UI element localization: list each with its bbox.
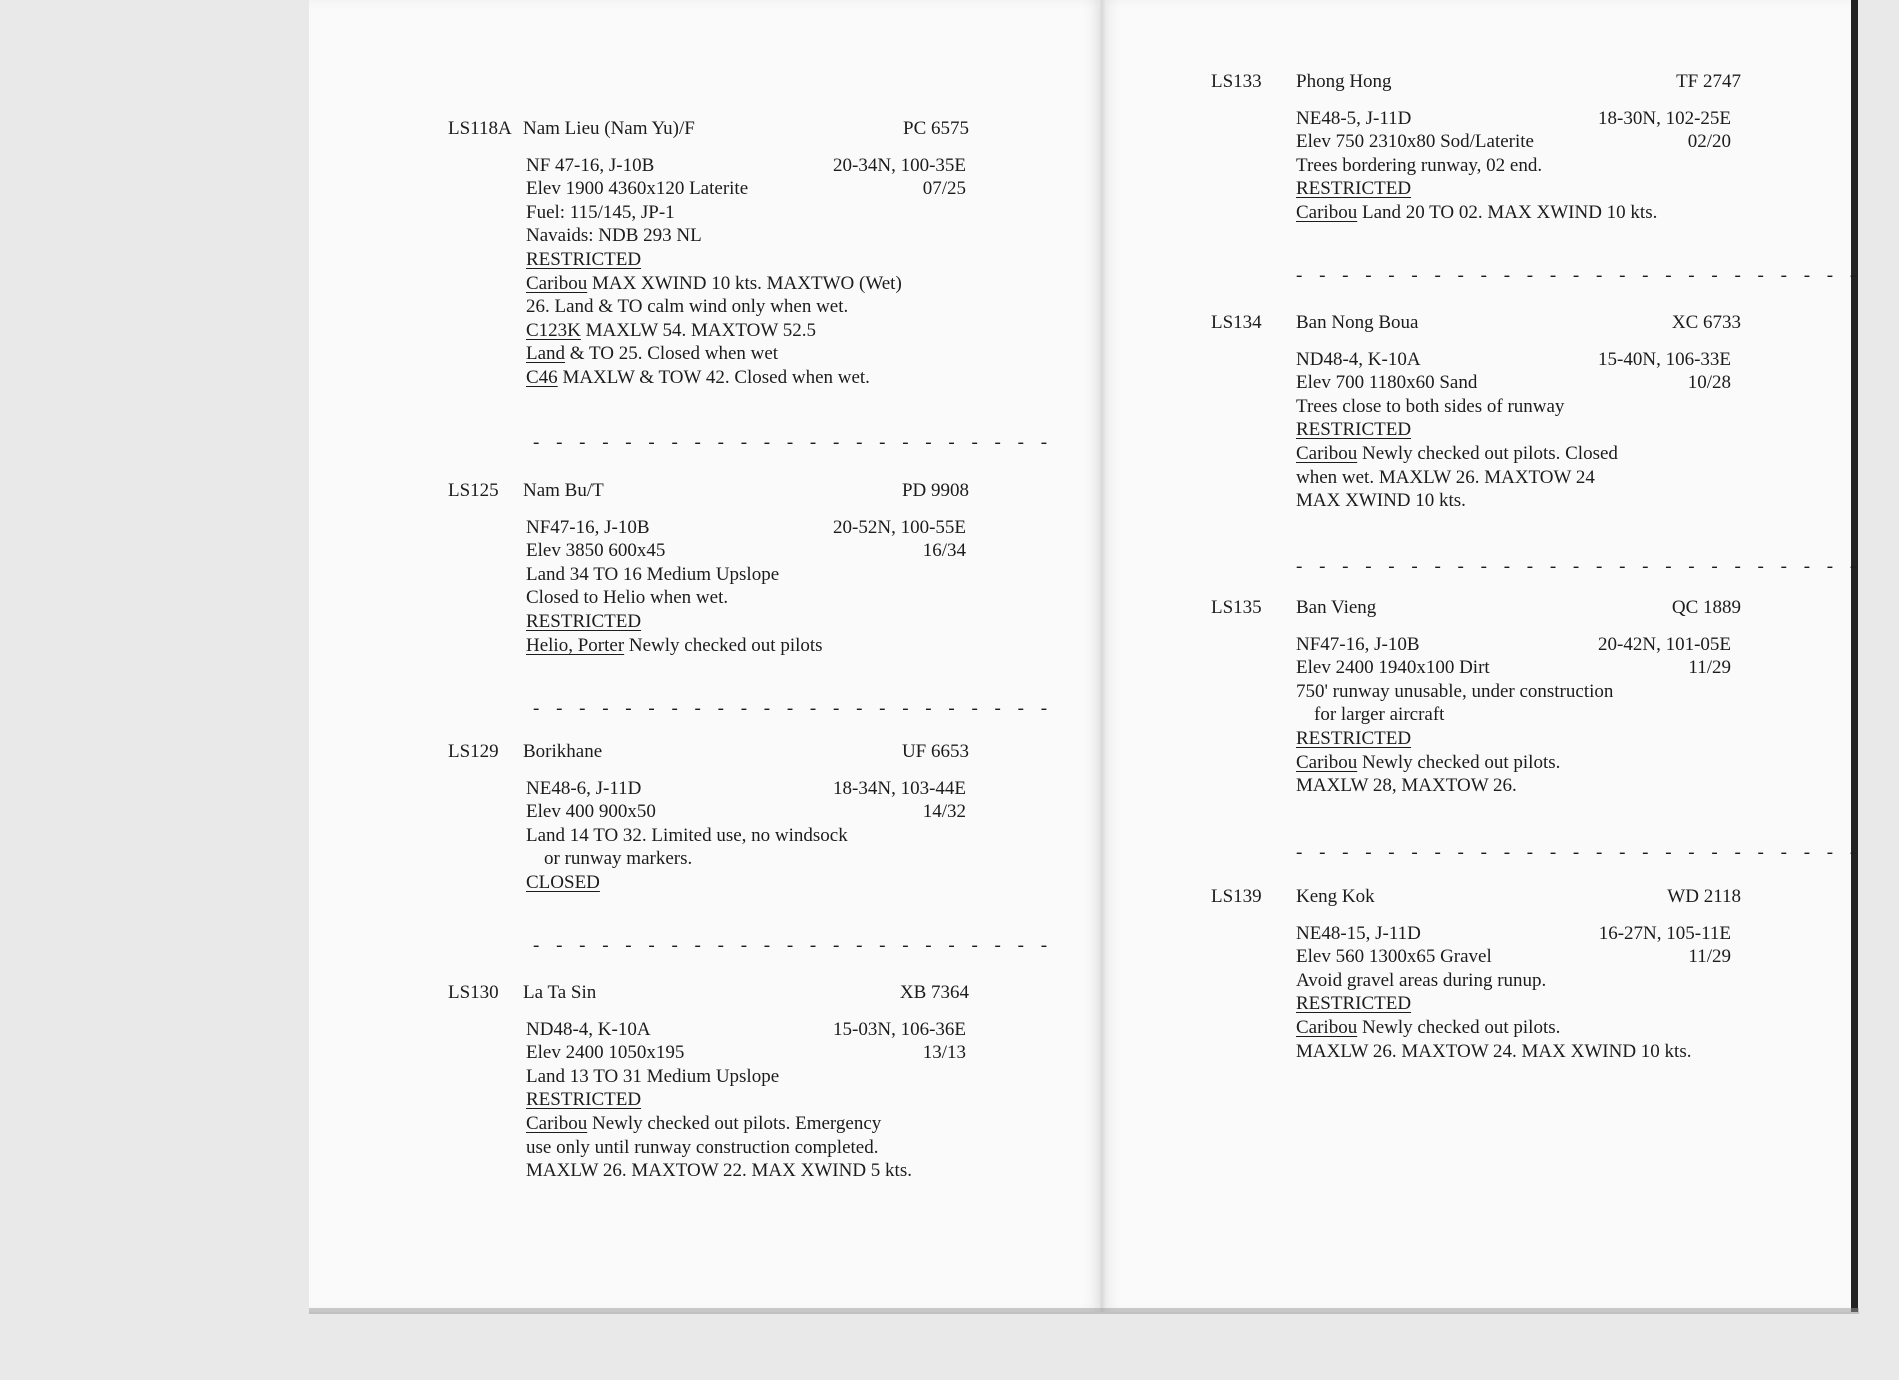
elevation-runway-surface: Elev 1900 4360x120 Laterite <box>526 178 749 200</box>
remark-line <box>526 1088 966 1112</box>
elevation-row <box>526 1041 966 1065</box>
underlined-label: RESTRICTED <box>1296 727 1412 749</box>
airstrip-entry-ls125 <box>448 479 969 668</box>
elevation-runway-surface: Elev 560 1300x65 Gravel <box>1296 946 1492 968</box>
airstrip-entry-ls139 <box>1211 885 1741 1074</box>
coordinates: 20-42N, 101-05E <box>1598 633 1731 655</box>
map-row <box>526 154 966 178</box>
remark-line <box>526 586 966 610</box>
airstrip-entry-ls135 <box>1211 596 1741 808</box>
remark-line <box>526 563 966 587</box>
map-sheet: ND48-4, K-10A <box>526 1018 651 1040</box>
grid-reference: XC 6733 <box>1671 312 1741 333</box>
site-id: LS133 <box>1211 71 1262 92</box>
entry-body <box>1296 922 1731 1064</box>
remark-line <box>526 1159 966 1183</box>
coordinates: 16-27N, 105-11E <box>1598 922 1731 944</box>
site-name: La Ta Sin <box>523 982 597 1003</box>
entry-header <box>1211 70 1741 94</box>
remark-line <box>526 295 966 319</box>
entry-body <box>526 516 966 658</box>
coordinates: 15-03N, 106-36E <box>833 1018 966 1040</box>
coordinates: 20-34N, 100-35E <box>833 154 966 176</box>
elevation-runway-surface: Elev 700 1180x60 Sand <box>1296 372 1478 394</box>
remark-text: & TO 25. Closed when wet <box>565 343 779 365</box>
coordinates: 15-40N, 106-33E <box>1598 348 1731 370</box>
page-edge <box>1851 0 1858 1312</box>
runway-heading: 10/28 <box>1687 372 1731 394</box>
underlined-label: C46 <box>526 366 558 388</box>
grid-reference: PD 9908 <box>901 480 969 501</box>
remark-line <box>526 847 966 871</box>
remark-text: Closed to Helio when wet. <box>526 587 729 609</box>
underlined-label: Caribou <box>526 1112 588 1134</box>
elevation-runway-surface: Elev 2400 1940x100 Dirt <box>1296 657 1490 679</box>
elevation-row <box>1296 371 1731 395</box>
map-sheet: NF47-16, J-10B <box>526 516 650 538</box>
remark-line <box>1296 969 1731 993</box>
remark-line <box>526 366 966 390</box>
remark-line <box>526 224 966 248</box>
map-row <box>526 1018 966 1042</box>
site-id: LS130 <box>448 982 499 1003</box>
remark-text: 750' runway unusable, under construction <box>1296 680 1614 702</box>
elevation-runway-surface: Elev 3850 600x45 <box>526 540 666 562</box>
remark-line <box>1296 1040 1731 1064</box>
runway-heading: 11/29 <box>1688 657 1731 679</box>
remark-text: MAXLW 28, MAXTOW 26. <box>1296 775 1517 797</box>
site-name: Nam Bu/T <box>523 480 604 501</box>
map-row <box>1296 348 1731 372</box>
site-id: LS135 <box>1211 597 1262 618</box>
site-id: LS129 <box>448 741 499 762</box>
remark-text: MAXLW 54. MAXTOW 52.5 <box>580 319 816 341</box>
remark-line <box>526 342 966 366</box>
grid-reference: PC 6575 <box>903 118 969 139</box>
runway-heading: 02/20 <box>1687 131 1731 153</box>
map-sheet: NF47-16, J-10B <box>1296 633 1420 655</box>
remark-text: MAX XWIND 10 kts. <box>1296 490 1466 512</box>
site-id: LS134 <box>1211 312 1262 333</box>
site-name: Ban Vieng <box>1296 597 1377 618</box>
underlined-label: RESTRICTED <box>526 248 642 270</box>
underlined-label: RESTRICTED <box>1296 419 1412 441</box>
remark-line <box>1296 992 1731 1016</box>
page-bottom-shadow <box>309 1308 1859 1314</box>
remark-text: Newly checked out pilots <box>624 634 823 656</box>
remark-line <box>526 871 966 895</box>
remark-text: when wet. MAXLW 26. MAXTOW 24 <box>1296 466 1595 488</box>
map-row <box>1296 107 1731 131</box>
entry-body <box>526 1018 966 1183</box>
underlined-label: C123K <box>526 319 581 341</box>
elevation-runway-surface: Elev 2400 1050x195 <box>526 1042 685 1064</box>
entry-body <box>1296 348 1731 513</box>
remark-text: use only until runway construction completed. <box>526 1136 879 1158</box>
remark-text: Navaids: NDB 293 NL <box>526 225 702 247</box>
runway-heading: 14/32 <box>922 801 966 823</box>
remark-text: Avoid gravel areas during runup. <box>1296 969 1547 991</box>
remark-text: MAXLW 26. MAXTOW 22. MAX XWIND 5 kts. <box>526 1160 912 1182</box>
elevation-runway-surface: Elev 400 900x50 <box>526 801 656 823</box>
underlined-label: Caribou <box>1296 442 1358 464</box>
underlined-label: RESTRICTED <box>1296 993 1412 1015</box>
coordinates: 18-34N, 103-44E <box>833 777 966 799</box>
site-name: Phong Hong <box>1296 71 1392 92</box>
remark-line <box>526 824 966 848</box>
map-row <box>526 777 966 801</box>
remark-line <box>1296 774 1731 798</box>
remark-line <box>1296 751 1731 775</box>
remark-text: MAX XWIND 10 kts. MAXTWO (Wet) <box>587 272 902 294</box>
remark-text: MAXLW & TOW 42. Closed when wet. <box>557 366 870 388</box>
elevation-row <box>526 539 966 563</box>
grid-reference: TF 2747 <box>1676 71 1741 92</box>
underlined-label: Helio, Porter <box>526 634 625 656</box>
entry-header <box>1211 311 1741 335</box>
remark-line <box>1296 154 1731 178</box>
entry-header <box>448 117 969 141</box>
book-gutter <box>1098 0 1106 1312</box>
remark-line <box>526 248 966 272</box>
grid-reference: WD 2118 <box>1667 886 1741 907</box>
runway-heading: 07/25 <box>922 178 966 200</box>
entry-separator: - - - - - - - - - - - - - - - - - - - - - - - - - <box>1296 842 1863 863</box>
remark-line <box>1296 489 1731 513</box>
remark-line <box>526 1136 966 1160</box>
remark-line <box>1296 680 1731 704</box>
remark-line <box>526 1065 966 1089</box>
remark-text: Land 13 TO 31 Medium Upslope <box>526 1065 780 1087</box>
remark-line <box>1296 201 1731 225</box>
remark-line <box>1296 395 1731 419</box>
runway-heading: 13/13 <box>922 1042 966 1064</box>
entry-separator: - - - - - - - - - - - - - - - - - - - - - - - - - <box>1296 556 1863 577</box>
remark-line <box>526 610 966 634</box>
coordinates: 18-30N, 102-25E <box>1598 107 1731 129</box>
map-row <box>1296 633 1731 657</box>
entry-separator: - - - - - - - - - - - - - - - - - - - - - - - <box>533 698 1054 719</box>
entry-body <box>526 154 966 390</box>
map-sheet: NE48-15, J-11D <box>1296 922 1421 944</box>
remark-line <box>526 634 966 658</box>
underlined-label: Land <box>526 343 566 365</box>
remark-text: for larger aircraft <box>1314 704 1445 726</box>
site-name: Borikhane <box>523 741 603 762</box>
underlined-label: Caribou <box>1296 751 1358 773</box>
remark-text: Trees close to both sides of runway <box>1296 395 1565 417</box>
remark-line <box>526 272 966 296</box>
remark-text: Land 34 TO 16 Medium Upslope <box>526 563 780 585</box>
entry-separator: - - - - - - - - - - - - - - - - - - - - - - - <box>533 432 1054 453</box>
elevation-row <box>1296 656 1731 680</box>
site-name: Ban Nong Boua <box>1296 312 1419 333</box>
grid-reference: UF 6653 <box>901 741 969 762</box>
map-sheet: ND48-4, K-10A <box>1296 348 1421 370</box>
entry-header <box>1211 885 1741 909</box>
map-sheet: NE48-6, J-11D <box>526 777 642 799</box>
remark-line <box>1296 1016 1731 1040</box>
entry-body <box>1296 633 1731 798</box>
entry-header <box>448 740 969 764</box>
airstrip-entry-ls129 <box>448 740 969 905</box>
airstrip-entry-ls133 <box>1211 70 1741 235</box>
remark-line <box>1296 442 1731 466</box>
remark-text: Fuel: 115/145, JP-1 <box>526 201 675 223</box>
airstrip-entry-ls134 <box>1211 311 1741 523</box>
entry-body <box>1296 107 1731 225</box>
elevation-row <box>526 177 966 201</box>
elevation-row <box>526 800 966 824</box>
remark-line <box>1296 466 1731 490</box>
entry-body <box>526 777 966 895</box>
underlined-label: CLOSED <box>526 871 600 893</box>
remark-line <box>1296 727 1731 751</box>
remark-text: Newly checked out pilots. <box>1357 751 1561 773</box>
coordinates: 20-52N, 100-55E <box>833 516 966 538</box>
entry-header <box>448 981 969 1005</box>
airstrip-entry-ls118a <box>448 117 969 400</box>
elevation-row <box>1296 945 1731 969</box>
elevation-runway-surface: Elev 750 2310x80 Sod/Laterite <box>1296 131 1534 153</box>
underlined-label: Caribou <box>1296 1016 1358 1038</box>
underlined-label: RESTRICTED <box>526 610 642 632</box>
runway-heading: 16/34 <box>922 540 966 562</box>
entry-header <box>448 479 969 503</box>
remark-text: Trees bordering runway, 02 end. <box>1296 154 1543 176</box>
underlined-label: RESTRICTED <box>526 1089 642 1111</box>
underlined-label: RESTRICTED <box>1296 178 1412 200</box>
entry-separator: - - - - - - - - - - - - - - - - - - - - - - - <box>533 935 1054 956</box>
remark-line <box>1296 418 1731 442</box>
remark-text: Newly checked out pilots. <box>1357 1016 1561 1038</box>
grid-reference: QC 1889 <box>1671 597 1741 618</box>
remark-text: Land 20 TO 02. MAX XWIND 10 kts. <box>1357 201 1658 223</box>
remark-line <box>526 1112 966 1136</box>
site-name: Nam Lieu (Nam Yu)/F <box>523 118 695 139</box>
map-sheet: NF 47-16, J-10B <box>526 154 655 176</box>
remark-text: Newly checked out pilots. Closed <box>1357 442 1618 464</box>
entry-separator: - - - - - - - - - - - - - - - - - - - - - - - - - <box>1296 265 1863 286</box>
remark-line <box>526 201 966 225</box>
runway-heading: 11/29 <box>1688 946 1731 968</box>
site-id: LS125 <box>448 480 499 501</box>
site-name: Keng Kok <box>1296 886 1375 907</box>
site-id: LS139 <box>1211 886 1262 907</box>
remark-line <box>1296 177 1731 201</box>
airstrip-entry-ls130 <box>448 981 969 1193</box>
underlined-label: Caribou <box>526 272 588 294</box>
site-id: LS118A <box>448 118 512 139</box>
grid-reference: XB 7364 <box>899 982 969 1003</box>
entry-header <box>1211 596 1741 620</box>
remark-text: Land 14 TO 32. Limited use, no windsock <box>526 824 848 846</box>
remark-text: or runway markers. <box>544 848 693 870</box>
map-row <box>1296 922 1731 946</box>
map-sheet: NE48-5, J-11D <box>1296 107 1412 129</box>
remark-text: 26. Land & TO calm wind only when wet. <box>526 296 849 318</box>
map-row <box>526 516 966 540</box>
remark-line <box>526 319 966 343</box>
underlined-label: Caribou <box>1296 201 1358 223</box>
remark-text: Newly checked out pilots. Emergency <box>587 1112 882 1134</box>
remark-line <box>1296 703 1731 727</box>
remark-text: MAXLW 26. MAXTOW 24. MAX XWIND 10 kts. <box>1296 1040 1692 1062</box>
elevation-row <box>1296 130 1731 154</box>
